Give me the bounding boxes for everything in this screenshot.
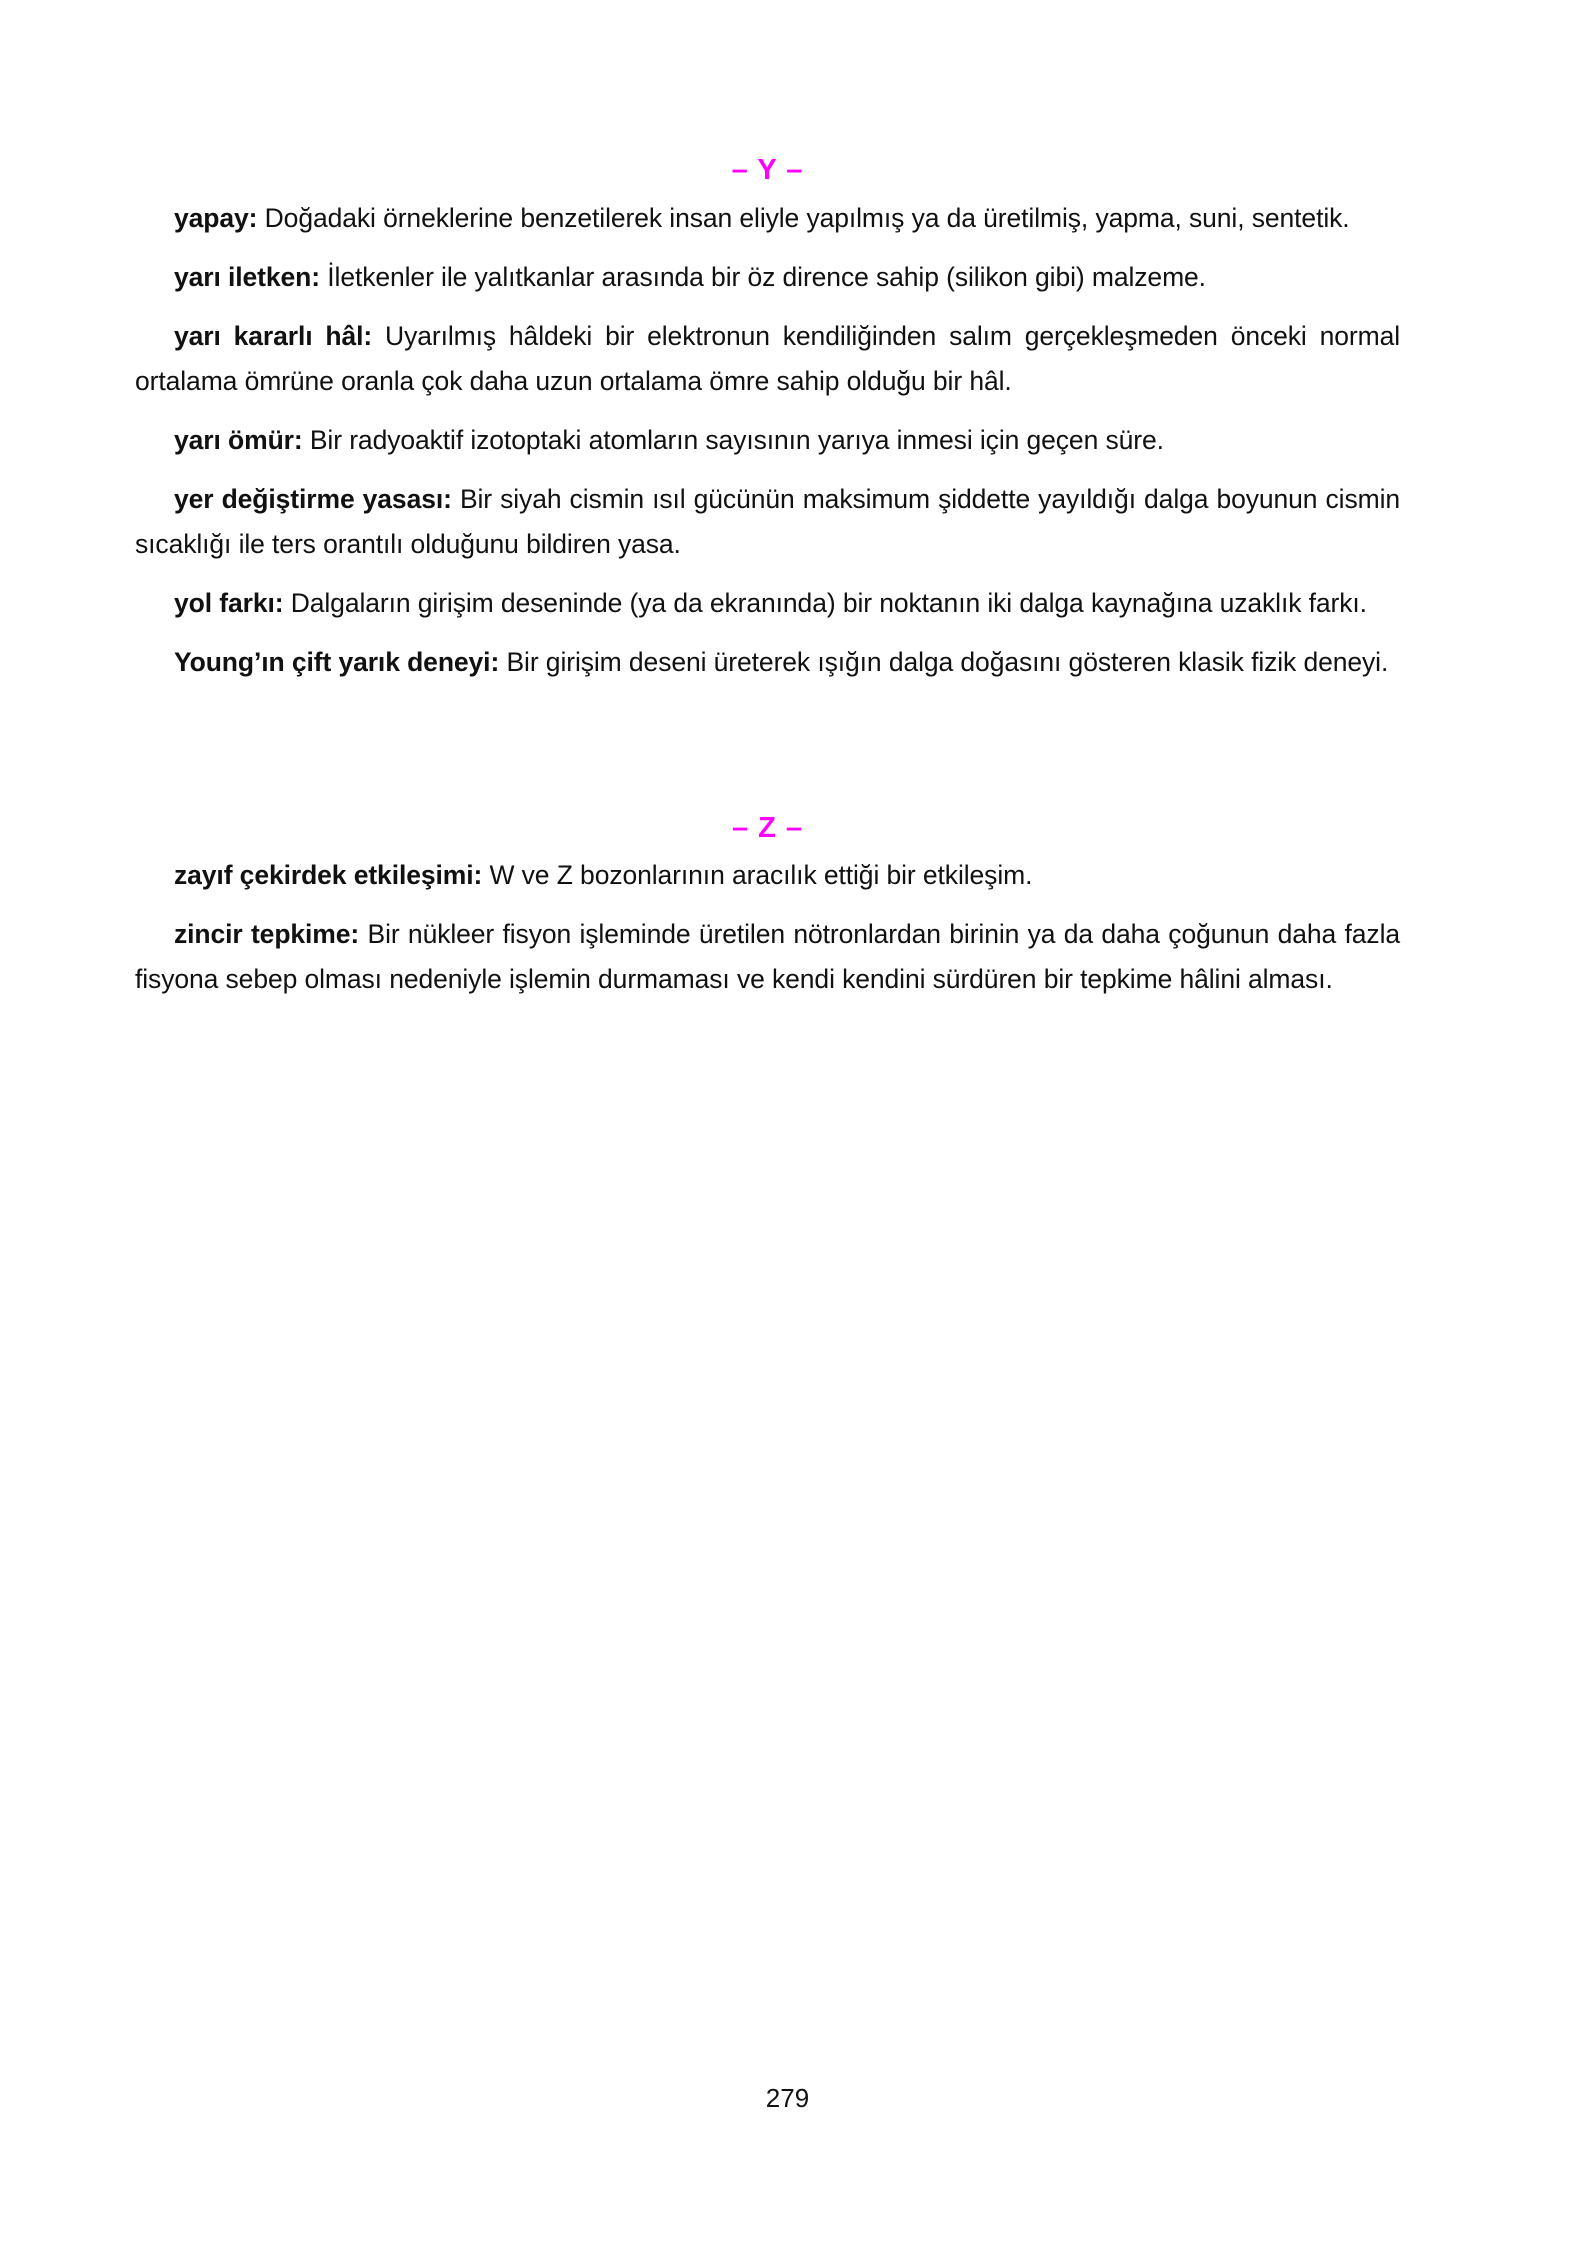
entry-definition: Bir siyah cismin ısıl gücünün maksimum şiddette yayıldığı dalga boyunun cismin sıcaklığı ile ters orantılı olduğunu bildiren yasa.	[135, 484, 1401, 559]
entry-term: yarı ömür:	[174, 425, 303, 455]
entry-definition: Doğadaki örneklerine benzetilerek insan eliyle yapılmış ya da üretilmiş, yapma, suni, sentetik.	[264, 203, 1350, 233]
entry-definition: Bir girişim deseni üreterek ışığın dalga doğasını gösteren klasik fizik deneyi.	[506, 647, 1389, 677]
entry-term: yarı iletken:	[174, 262, 320, 292]
entry-term: yarı kararlı hâl:	[174, 321, 373, 351]
section-header-z: – Z –	[731, 812, 804, 844]
entry-term: yol farkı:	[174, 588, 284, 618]
glossary-entry-yari-kararli-hal	[135, 314, 1400, 404]
entry-term: zayıf çekirdek etkileşimi:	[174, 860, 483, 890]
glossary-entry-yari-iletken	[135, 255, 1400, 300]
entry-term: zincir tepkime:	[174, 919, 360, 949]
glossary-entry-yari-omur	[135, 418, 1400, 463]
glossary-entry-yer-degistirme-yasasi	[135, 477, 1400, 567]
entry-definition: Bir radyoaktif izotoptaki atomların sayısının yarıya inmesi için geçen süre.	[309, 425, 1164, 455]
entry-definition: İletkenler ile yalıtkanlar arasında bir öz dirence sahip (silikon gibi) malzeme.	[327, 262, 1206, 292]
entry-definition: Uyarılmış hâldeki bir elektronun kendiliğinden salım gerçekleşmeden önceki normal ortalama ömrüne oranla çok daha uzun ortalama ömre sahip olduğu bir hâl.	[135, 321, 1401, 396]
entry-term: Young’ın çift yarık deneyi:	[174, 647, 500, 677]
glossary-entry-zayif-cekirdek-etkilesimi	[135, 853, 1400, 898]
page-number: 279	[765, 2083, 810, 2113]
section-header-y: – Y –	[731, 154, 804, 186]
entry-term: yapay:	[174, 203, 258, 233]
section-z-entries	[135, 853, 1400, 1016]
entry-definition: Dalgaların girişim deseninde (ya da ekranında) bir noktanın iki dalga kaynağına uzaklık farkı.	[290, 588, 1367, 618]
glossary-entry-yol-farki	[135, 581, 1400, 626]
entry-definition: Bir nükleer fisyon işleminde üretilen nötronlardan birinin ya da daha çoğunun daha fazla fisyona sebep olması nedeniyle işlemin durmaması ve kendi kendini sürdüren bir tepkime hâlini alması.	[135, 919, 1400, 994]
entry-definition: W ve Z bozonlarının aracılık ettiği bir etkileşim.	[489, 860, 1033, 890]
glossary-entry-young-cift-yarik	[135, 640, 1400, 685]
section-y-entries	[135, 196, 1400, 699]
glossary-entry-zincir-tepkime	[135, 912, 1400, 1002]
entry-term: yer değiştirme yasası:	[174, 484, 452, 514]
glossary-entry-yapay	[135, 196, 1400, 241]
